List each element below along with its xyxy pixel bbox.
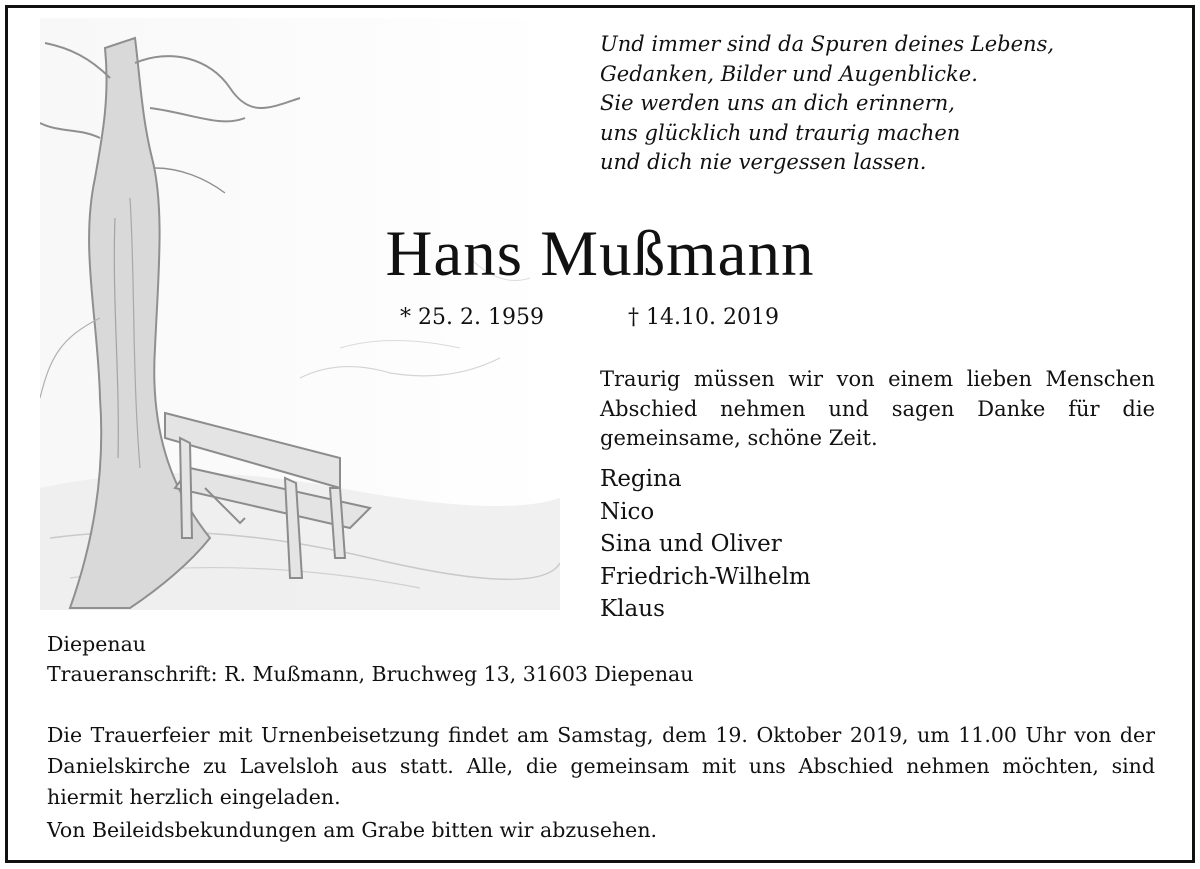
place-name: Diepenau (47, 632, 147, 656)
family-list (600, 463, 811, 626)
family-member: Sina und Oliver (600, 531, 782, 557)
quote-line: Sie werden uns an dich erinnern, (600, 91, 955, 115)
family-member: Nico (600, 498, 655, 525)
deceased-name: Hans Mußmann (385, 218, 815, 290)
quote-line: und dich nie vergessen lassen. (600, 150, 927, 174)
family-member: Friedrich-Wilhelm (600, 563, 811, 590)
condolence-note: Von Beileidsbekundungen am Grabe bitten wir abzusehen. (47, 818, 658, 842)
quote-line: Und immer sind da Spuren deines Lebens, (600, 32, 1055, 56)
birth-date: * 25. 2. 1959 (400, 305, 544, 330)
family-member: Klaus (600, 596, 665, 622)
death-date: † 14.10. 2019 (628, 305, 779, 330)
ceremony-paragraph: Die Trauerfeier mit Urnenbeisetzung findet am Samstag, dem 19. Oktober 2019, um 11.00 Uhr von der Danielskirche zu Lavelsloh aus statt. Alle, die gemeinsam mit uns Abschied nehmen möchten, sind hiermit herzlich eingeladen. (47, 723, 1155, 809)
thanks-paragraph: Traurig müssen wir von einem lieben Menschen Abschied nehmen und sagen Danke für die gemeinsame, schöne Zeit. (600, 367, 1155, 450)
quote-line: Gedanken, Bilder und Augenblicke. (600, 61, 978, 86)
mourning-address: Traueranschrift: R. Mußmann, Bruchweg 13, 31603 Diepenau (47, 662, 694, 686)
family-member: Regina (600, 466, 682, 492)
quote-line: uns glücklich und traurig machen (600, 120, 961, 145)
memorial-quote (600, 30, 1054, 178)
